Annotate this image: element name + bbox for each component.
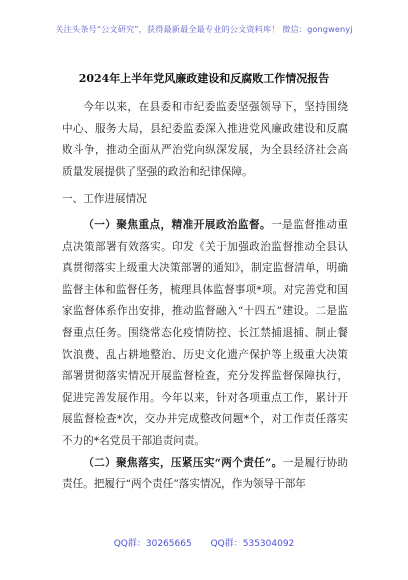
footer-contacts [0,536,408,549]
item-text-1: 一是监督推动重点决策部署有效落实。印发《关于加强政治监督推动全县认真贯彻落实上级重大决策部署的通知》，制定监督清单，明确监督主体和监督任务，梳理具体监督事项*项。对完善党和国家监督体系作出安排，推动监督融入“十四五”建设。二是监督重点任务。围绕常态化疫情防控、长江禁捕退捕、制止餐饮浪费、乱占耕地整治、历史文化遗产保护等上级重大决策部署贯彻落实情况开展监督检查，充分发挥监督保障执行，促进完善发展作用。今年以来，针对各项重点工作，累计开展监督检查*次，交办并完成整改问题*个，对工作责任落实不力的*名党员干部追责问责。 [62,218,349,447]
item-paragraph-1 [62,215,348,453]
promo-banner: 关注头条号“公文研究”，获得最新最全最专业的公文资料库！ 微信：gongwenyj [55,24,353,34]
section-heading: 一、工作进展情况 [62,193,147,206]
qq-group-1: QQ群：30265665 [113,539,192,549]
item-lead-2: （二）聚焦落实，压紧压实“两个责任”。 [83,456,283,469]
intro-paragraph: 今年以来，在县委和市纪委监委坚强领导下，坚持围绕中心、服务大局，县纪委监委深入推进党风廉政建设和反腐败斗争，推动全面从严治党向纵深发展，为全县经济社会高质量发展提供了坚强的政治和纪律保障。 [62,101,348,178]
item-lead-1: （一）聚焦重点，精准开展政治监督。 [83,218,272,231]
document-body [62,97,348,496]
document-title: 2024年上半年党风廉政建设和反腐败工作情况报告 [78,72,330,85]
item-text-2: 一是履行协助责任。把履行“两个责任”落实情况，作为领导干部年 [62,456,349,491]
item-paragraph-2 [62,453,348,496]
qq-group-2: QQ群：535304092 [210,539,295,549]
